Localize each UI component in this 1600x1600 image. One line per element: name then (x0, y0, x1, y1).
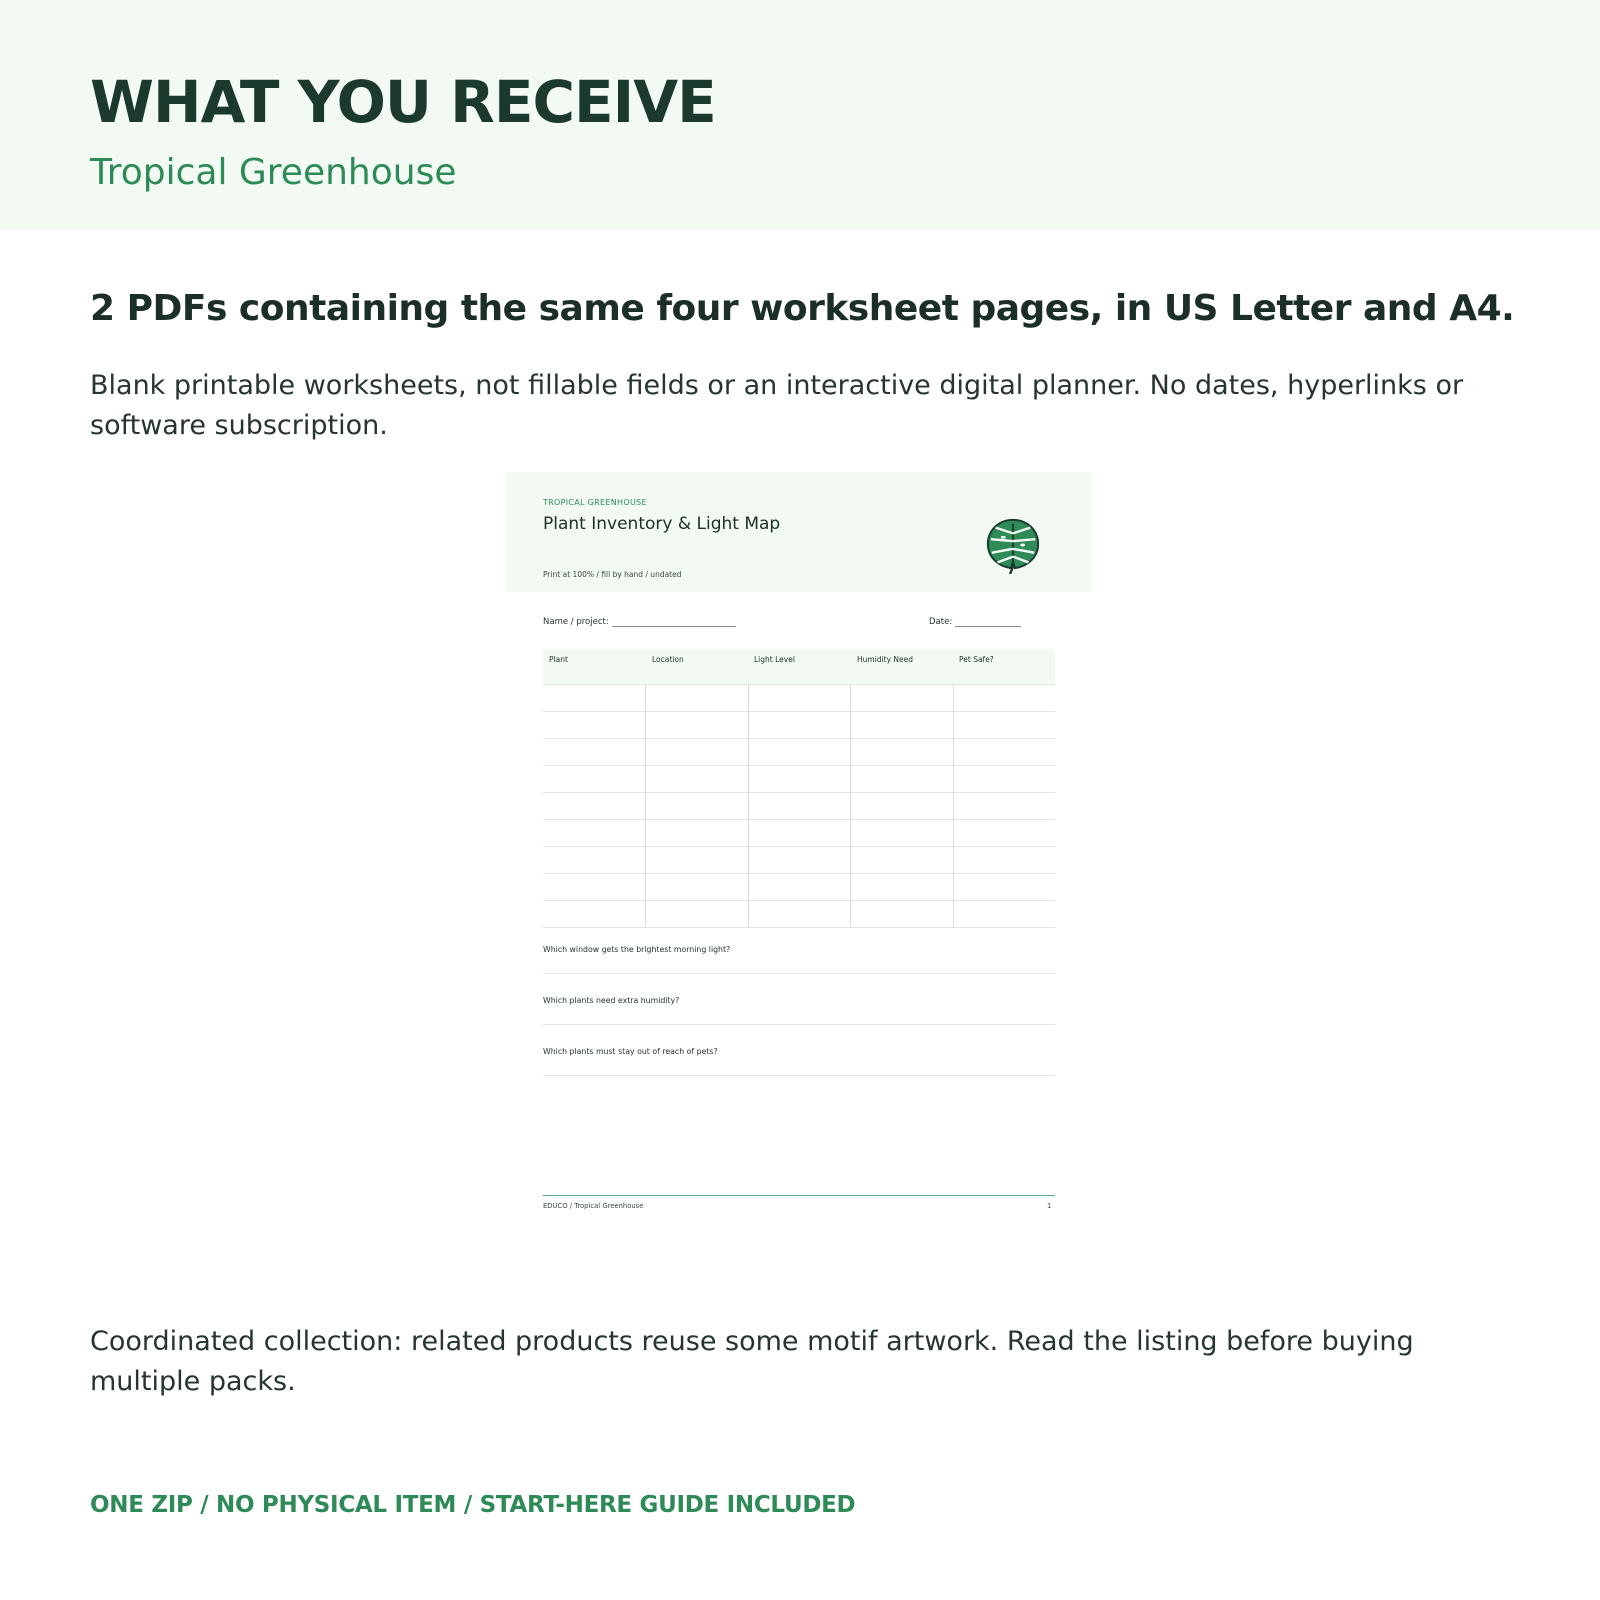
worksheet-header (506, 472, 1092, 592)
table-row (543, 765, 1055, 766)
worksheet-print-note: Print at 100% / fill by hand / undated (543, 570, 682, 579)
table-row (543, 738, 1055, 739)
plant-inventory-table (543, 649, 1055, 927)
hero-banner (0, 0, 1600, 230)
column-header-location: Location (652, 655, 684, 664)
page-title: WHAT YOU RECEIVE (90, 68, 716, 136)
monstera-leaf-icon (984, 516, 1042, 574)
answer-line (543, 1024, 1055, 1025)
product-headline: 2 PDFs containing the same four worksheet pages, in US Letter and A4. (90, 288, 1515, 329)
worksheet-page-number: 1 (1047, 1202, 1052, 1210)
column-divider (850, 684, 851, 927)
worksheet-brand: TROPICAL GREENHOUSE (543, 498, 647, 507)
question-pets: Which plants must stay out of reach of pets? (543, 1047, 718, 1056)
collection-note: Coordinated collection: related products reuse some motif artwork. Read the listing before buying multiple packs. (90, 1326, 1414, 1397)
table-row (543, 900, 1055, 901)
date-field: Date: (929, 617, 1021, 627)
worksheet-title: Plant Inventory & Light Map (543, 514, 781, 534)
answer-line (543, 973, 1055, 974)
table-row (543, 846, 1055, 847)
column-header-light-level: Light Level (754, 655, 795, 664)
question-morning-light: Which window gets the brightest morning light? (543, 945, 731, 954)
column-header-pet-safe: Pet Safe? (959, 655, 994, 664)
table-row (543, 684, 1055, 685)
table-row (543, 873, 1055, 874)
table-row (543, 792, 1055, 793)
column-divider (748, 684, 749, 927)
answer-line (543, 1075, 1055, 1076)
table-header (543, 649, 1055, 684)
worksheet-footer-brand: EDUCO / Tropical Greenhouse (543, 1202, 644, 1210)
column-header-humidity-need: Humidity Need (857, 655, 913, 664)
column-header-plant: Plant (549, 655, 568, 664)
page-subtitle: Tropical Greenhouse (90, 152, 457, 193)
name-project-field: Name / project: (543, 617, 736, 627)
column-divider (953, 684, 954, 927)
worksheet-footer-rule (543, 1195, 1055, 1196)
delivery-tagline: ONE ZIP / NO PHYSICAL ITEM / START-HERE GUIDE INCLUDED (90, 1492, 856, 1518)
product-description: Blank printable worksheets, not fillable fields or an interactive digital planner. No dates, hyperlinks or software subscription. (90, 370, 1464, 441)
table-row (543, 711, 1055, 712)
question-humidity: Which plants need extra humidity? (543, 996, 680, 1005)
table-row (543, 927, 1055, 928)
table-row (543, 819, 1055, 820)
column-divider (645, 684, 646, 927)
worksheet-preview (506, 472, 1092, 1232)
